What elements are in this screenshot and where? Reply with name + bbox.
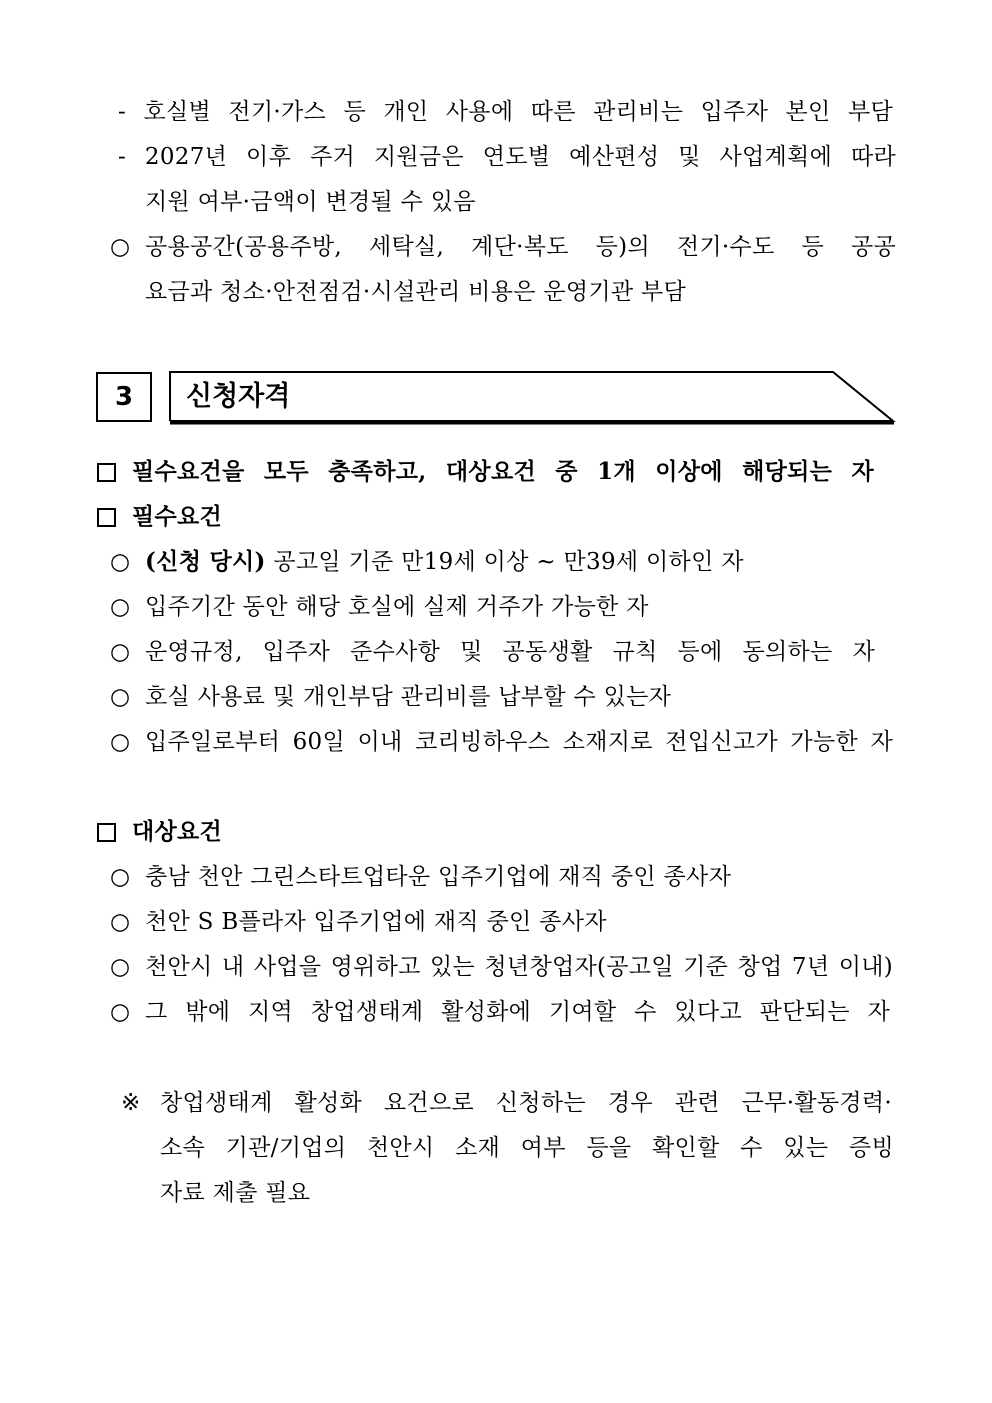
- circle-item-common-cost-cont: 요금과 청소·안전점검·시설관리 비용은 운영기관 부담: [145, 279, 687, 305]
- circle-bullet-icon: ○: [110, 999, 131, 1025]
- required-item-rules: 운영규정, 입주자 준수사항 및 공동생활 규칙 등에 동의하는 자: [145, 639, 875, 665]
- required-item-age: [145, 547, 960, 577]
- target-item-youth-founder: 천안시 내 사업을 영위하고 있는 청년창업자(공고일 기준 창업 7년 이내): [145, 954, 893, 980]
- required-item-age-text: 공고일 기준 만19세 이상 ~ 만39세 이하인 자: [265, 549, 744, 575]
- reference-mark-icon: ※: [121, 1090, 141, 1116]
- dash-item-housing-subsidy-cont: 지원 여부·금액이 변경될 수 있음: [145, 189, 476, 215]
- circle-bullet-icon: ○: [110, 954, 131, 980]
- required-heading: 필수요건: [132, 503, 223, 530]
- eligibility-summary: 필수요건을 모두 충족하고, 대상요건 중 1개 이상에 해당되는 자: [132, 458, 874, 485]
- checkbox-square-icon: [97, 508, 116, 527]
- circle-bullet-icon: ○: [110, 729, 131, 755]
- target-item-ecosystem: 그 밖에 지역 창업생태계 활성화에 기여할 수 있다고 판단되는 자: [145, 999, 890, 1025]
- circle-bullet-icon: ○: [110, 909, 131, 935]
- note-line-3: 자료 제출 필요: [160, 1180, 311, 1206]
- note-line-2: 소속 기관/기업의 천안시 소재 여부 등을 확인할 수 있는 증빙: [160, 1135, 894, 1161]
- target-heading: 대상요건: [132, 818, 223, 845]
- target-item-sbplaza: 천안 S B플라자 입주기업에 재직 중인 종사자: [145, 909, 607, 935]
- circle-bullet-icon: ○: [110, 549, 131, 575]
- required-item-age-bold: (신청 당시): [145, 548, 266, 575]
- circle-bullet-icon: ○: [110, 234, 131, 260]
- required-item-fee: 호실 사용료 및 개인부담 관리비를 납부할 수 있는자: [145, 684, 672, 710]
- required-item-residence: 입주기간 동안 해당 호실에 실제 거주가 가능한 자: [145, 594, 649, 620]
- dash-item-management-fee: - 호실별 전기·가스 등 개인 사용에 따른 관리비는 입주자 본인 부담: [118, 99, 893, 125]
- note-line-1: 창업생태계 활성화 요건으로 신청하는 경우 관련 근무·활동경력·: [160, 1090, 892, 1116]
- circle-bullet-icon: ○: [110, 864, 131, 890]
- section-title: 신청자격: [186, 381, 291, 412]
- circle-bullet-icon: ○: [110, 684, 131, 710]
- section-number: 3: [114, 382, 134, 412]
- circle-bullet-icon: ○: [110, 594, 131, 620]
- required-item-registration: 입주일로부터 60일 이내 코리빙하우스 소재지로 전입신고가 가능한 자: [145, 729, 893, 755]
- circle-bullet-icon: ○: [110, 639, 131, 665]
- checkbox-square-icon: [97, 463, 116, 482]
- dash-item-housing-subsidy: - 2027년 이후 주거 지원금은 연도별 예산편성 및 사업계획에 따라: [118, 144, 896, 170]
- target-item-greenstartup: 충남 천안 그린스타트업타운 입주기업에 재직 중인 종사자: [145, 864, 732, 890]
- circle-item-common-cost: 공용공간(공용주방, 세탁실, 계단·복도 등)의 전기·수도 등 공공: [145, 234, 896, 260]
- checkbox-square-icon: [97, 823, 116, 842]
